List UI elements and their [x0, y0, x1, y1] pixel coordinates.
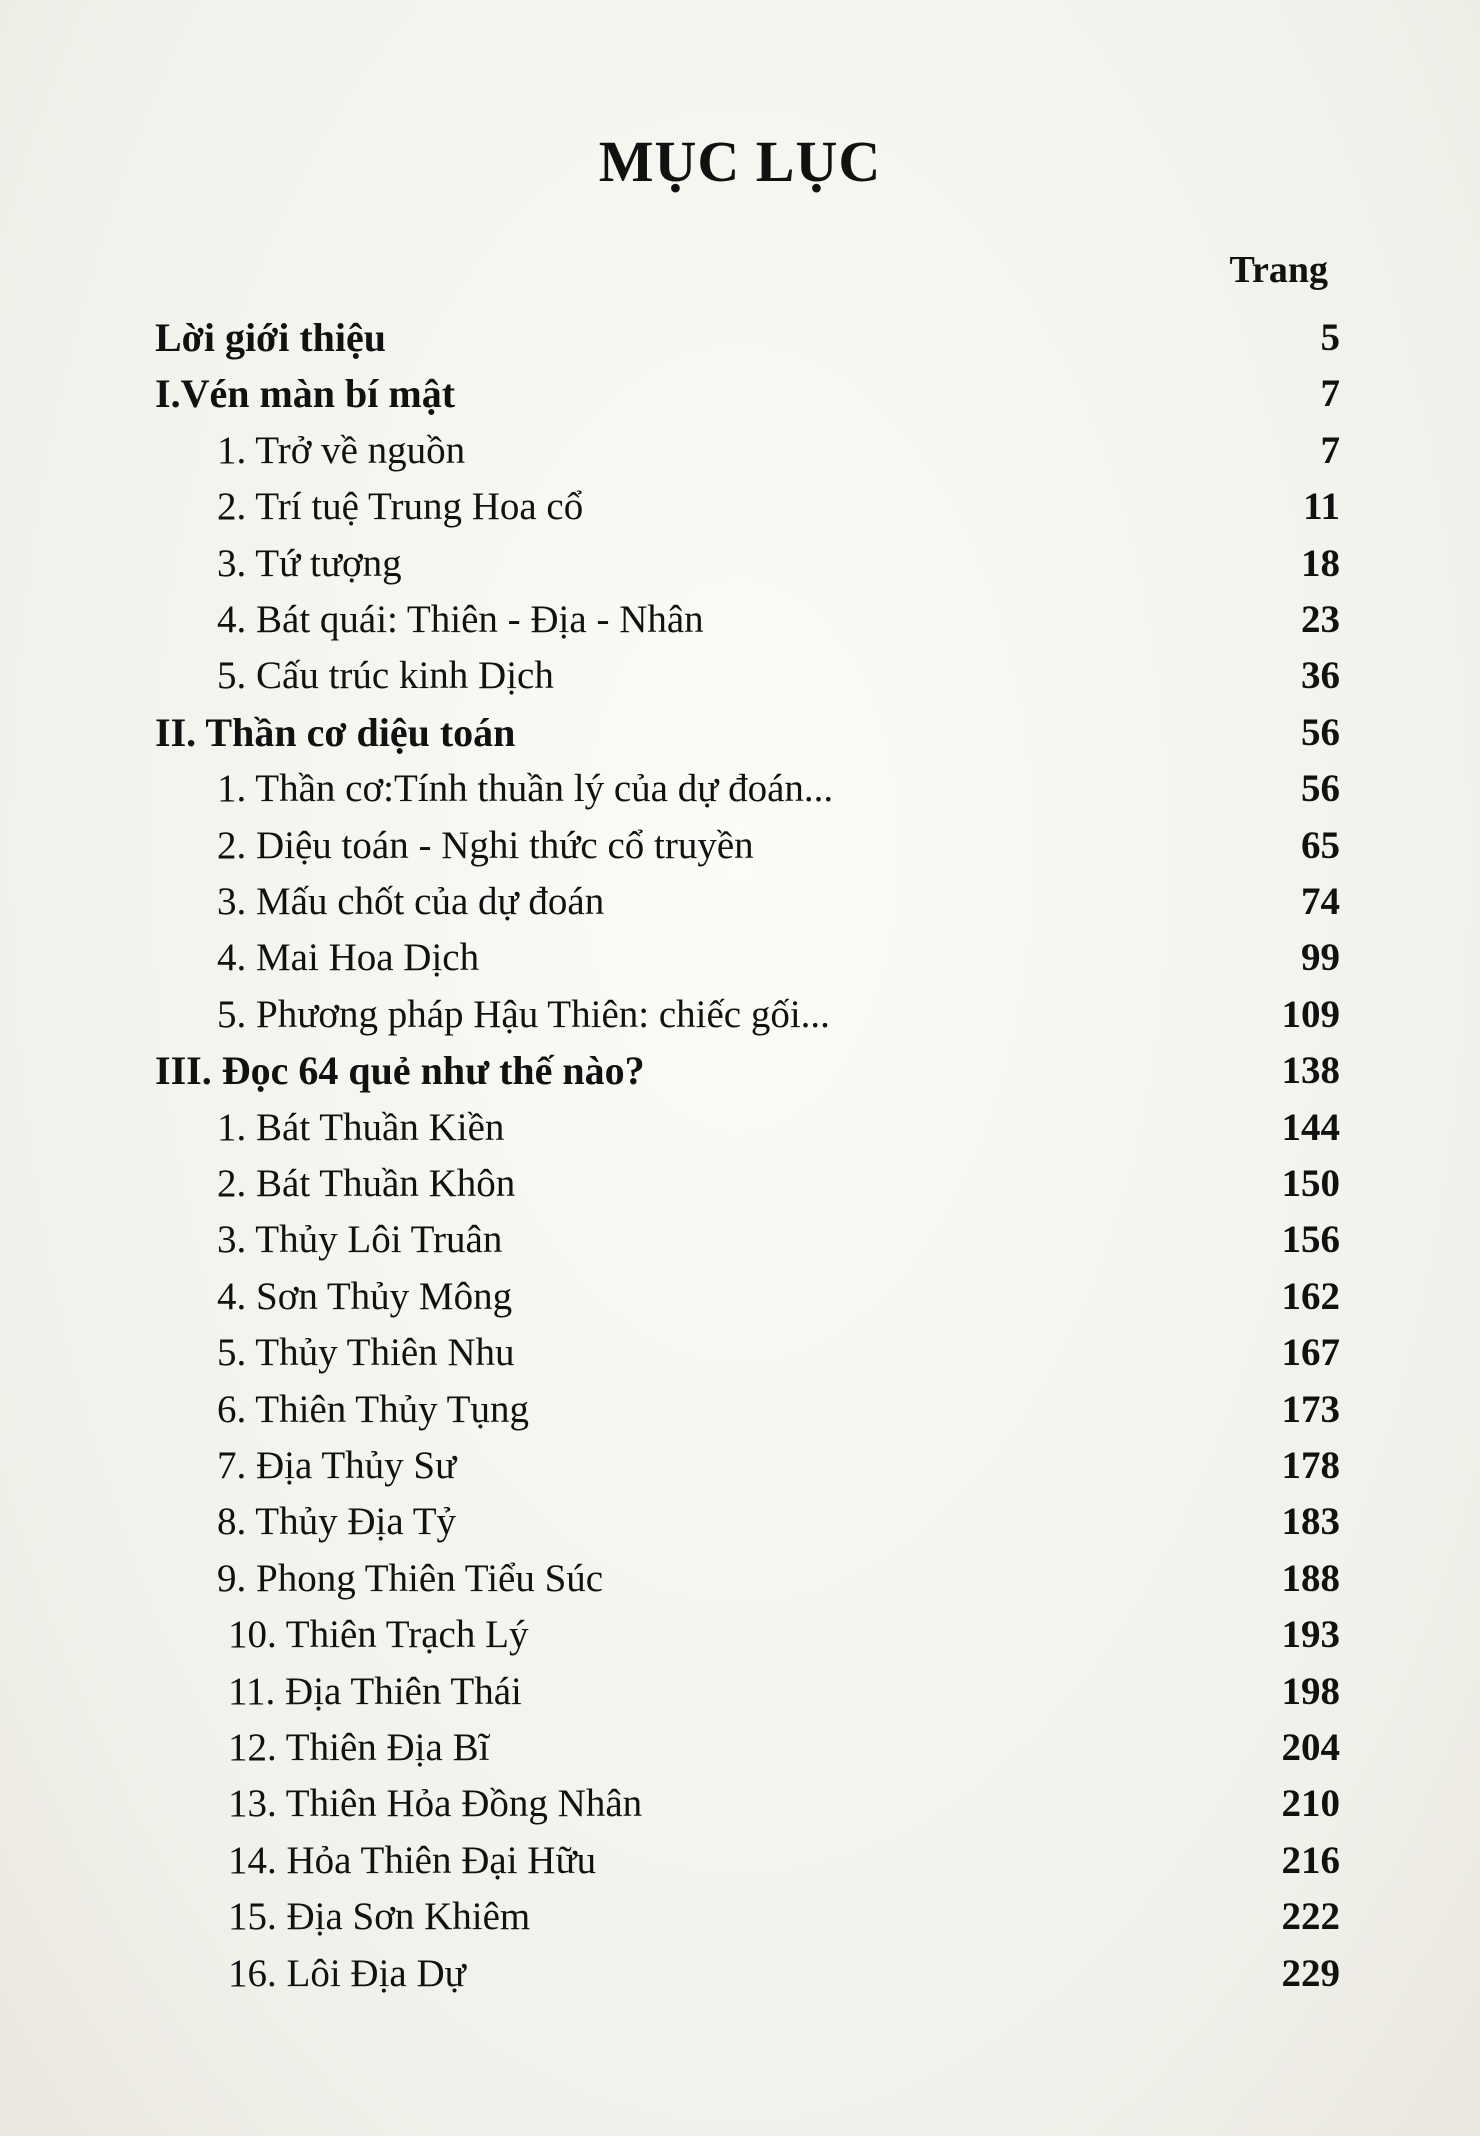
toc-page-number: 7 — [1320, 372, 1340, 416]
toc-page-number: 150 — [1281, 1162, 1340, 1205]
toc-page-number: 162 — [1281, 1274, 1340, 1318]
toc-subentry-label: 3. Thủy Lôi Truân — [217, 1218, 503, 1262]
toc-entry — [0, 1889, 1480, 1945]
toc-subentry-label: 2. Bát Thuần Khôn — [217, 1162, 516, 1205]
toc-subentry-label: 14. Hỏa Thiên Đại Hữu — [228, 1838, 597, 1882]
toc-subentry-label: 5. Cấu trúc kinh Dịch — [217, 654, 554, 698]
toc-entry — [0, 592, 1480, 648]
toc-section-label: Lời giới thiệu — [155, 315, 386, 360]
toc-entry — [0, 1494, 1480, 1550]
toc-page-number: 178 — [1281, 1444, 1340, 1487]
toc-subentry-label: 4. Sơn Thủy Mông — [217, 1274, 513, 1318]
toc-entry — [0, 648, 1480, 704]
toc-page-number: 5 — [1320, 316, 1340, 359]
toc-page-number: 193 — [1281, 1613, 1340, 1657]
toc-page-number: 99 — [1301, 936, 1340, 980]
toc-entry — [0, 1325, 1480, 1381]
toc-entry — [0, 1100, 1480, 1156]
toc-page-number: 109 — [1281, 992, 1340, 1036]
toc-subentry-label: 9. Phong Thiên Tiểu Súc — [217, 1556, 604, 1600]
toc-page-number: 65 — [1301, 823, 1340, 867]
toc-entry — [0, 366, 1480, 422]
toc-entry — [0, 310, 1480, 366]
toc-entry — [0, 1269, 1480, 1325]
toc-entry — [0, 1156, 1480, 1212]
toc-subentry-label: 7. Địa Thủy Sư — [217, 1444, 457, 1487]
toc-page-number: 138 — [1281, 1049, 1340, 1093]
toc-entry — [0, 818, 1480, 874]
toc-page-number: 156 — [1281, 1218, 1340, 1262]
toc-page-number: 173 — [1281, 1387, 1340, 1431]
toc-entry — [0, 1946, 1480, 2002]
toc-subentry-label: 11. Địa Thiên Thái — [228, 1669, 522, 1713]
toc-entry — [0, 1212, 1480, 1268]
toc-entry — [0, 1382, 1480, 1438]
toc-subentry-label: 1. Thần cơ:Tính thuần lý của dự đoán... — [217, 767, 834, 811]
toc-subentry-label: 15. Địa Sơn Khiêm — [228, 1895, 531, 1939]
toc-subentry-label: 2. Diệu toán - Nghi thức cổ truyền — [217, 823, 754, 867]
toc-page-number: 144 — [1281, 1105, 1340, 1149]
toc-subentry-label: 1. Trở về nguồn — [217, 428, 466, 472]
toc-entry — [0, 1607, 1480, 1663]
toc-entry — [0, 1043, 1480, 1099]
toc-subentry-label: 3. Mấu chốt của dự đoán — [217, 880, 605, 923]
toc-section-label: I.Vén màn bí mật — [155, 371, 456, 417]
toc-page-number: 198 — [1281, 1669, 1340, 1713]
toc-subentry-label: 2. Trí tuệ Trung Hoa cổ — [217, 485, 584, 529]
toc-entry — [0, 1833, 1480, 1889]
toc-subentry-label: 3. Tứ tượng — [217, 541, 402, 585]
toc-page-number: 36 — [1301, 654, 1340, 698]
toc-entry — [0, 1551, 1480, 1607]
toc-subentry-label: 10. Thiên Trạch Lý — [228, 1613, 529, 1657]
toc-subentry-label: 12. Thiên Địa Bĩ — [228, 1726, 490, 1769]
toc-page-number: 7 — [1320, 428, 1340, 472]
toc-page-number: 167 — [1281, 1331, 1340, 1375]
toc-entry — [0, 479, 1480, 535]
toc-page-number: 23 — [1301, 598, 1340, 641]
toc-page-number: 18 — [1301, 541, 1340, 585]
toc-page-number: 56 — [1301, 710, 1340, 754]
toc-entry — [0, 423, 1480, 479]
toc-subentry-label: 1. Bát Thuần Kiền — [217, 1105, 505, 1149]
page-column-header: Trang — [1229, 249, 1328, 291]
toc-page-number: 56 — [1301, 767, 1340, 811]
toc-entry — [0, 1664, 1480, 1720]
toc-subentry-label: 5. Phương pháp Hậu Thiên: chiếc gối... — [217, 992, 830, 1036]
toc-page-number: 229 — [1281, 1951, 1340, 1995]
toc-page-number: 74 — [1301, 880, 1340, 923]
toc-page-number: 204 — [1281, 1726, 1340, 1769]
toc-subentry-label: 13. Thiên Hỏa Đồng Nhân — [228, 1782, 643, 1826]
toc-entry — [0, 705, 1480, 761]
toc-entry — [0, 930, 1480, 986]
toc-page-number: 216 — [1281, 1838, 1340, 1882]
toc-page-number: 11 — [1303, 485, 1340, 529]
toc-page-number: 188 — [1281, 1556, 1340, 1600]
toc-subentry-label: 4. Bát quái: Thiên - Địa - Nhân — [217, 598, 704, 641]
toc-entry — [0, 1776, 1480, 1832]
toc-entry — [0, 1438, 1480, 1494]
toc-section-label: III. Đọc 64 quẻ như thế nào? — [155, 1048, 645, 1094]
page-title: MỤC LỤC — [598, 129, 882, 194]
toc-page-number: 183 — [1281, 1500, 1340, 1544]
toc-entry — [0, 874, 1480, 930]
toc-subentry-label: 5. Thủy Thiên Nhu — [217, 1331, 515, 1375]
toc-subentry-label: 6. Thiên Thủy Tụng — [217, 1387, 529, 1431]
toc-page-number: 210 — [1281, 1782, 1340, 1826]
toc-subentry-label: 8. Thủy Địa Tỷ — [217, 1500, 457, 1544]
toc-page-number: 222 — [1281, 1895, 1340, 1939]
toc-subentry-label: 16. Lôi Địa Dự — [228, 1951, 466, 1995]
toc-subentry-label: 4. Mai Hoa Dịch — [217, 936, 480, 980]
toc-entry — [0, 1720, 1480, 1776]
toc-entry — [0, 761, 1480, 817]
toc-entry — [0, 987, 1480, 1043]
toc-entry — [0, 536, 1480, 592]
toc-section-label: II. Thần cơ diệu toán — [155, 709, 516, 755]
